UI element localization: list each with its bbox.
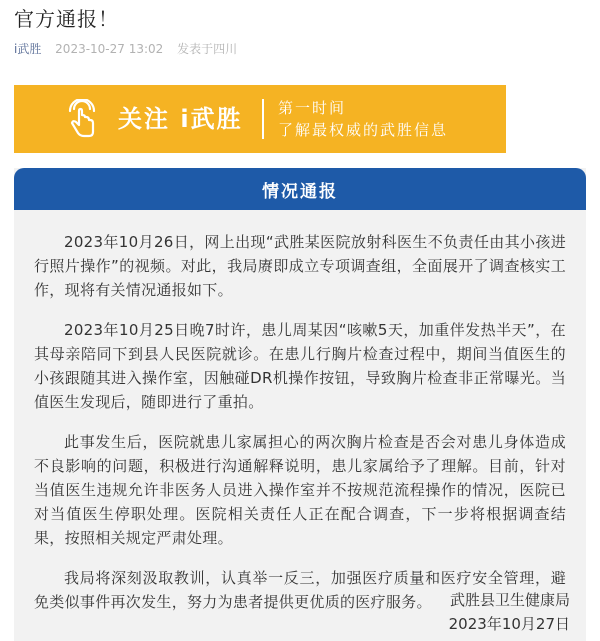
- hand-tap-icon: [62, 99, 102, 139]
- follow-text: 关注 i武胜: [118, 105, 243, 133]
- notice-paragraph: 此事发生后，医院就患儿家属担心的两次胸片检查是否会对患儿身体造成不良影响的问题，积极进行沟通解释说明，患儿家属给予了理解。目前，针对当值医生违规允许非医务人员进入操作室并不按规范流程操作的情况，医院已对当值医生停职处理。医院相关责任人正在配合调查，下一步将根据调查结果，按照相关规定严肃处理。: [34, 433, 566, 547]
- signature-block: [449, 588, 570, 636]
- page-title: 官方通报！: [14, 7, 119, 31]
- banner-divider: [262, 99, 264, 139]
- notice-header: [14, 168, 586, 210]
- notice-heading: 情况通报: [262, 181, 338, 202]
- notice-paragraph: 2023年10月26日，网上出现“武胜某医院放射科医生不负责任由其小孩进行照片操作”的视频。对此，我局赓即成立专项调查组，全面展开了调查核实工作，现将有关情况通报如下。: [34, 233, 566, 299]
- banner-tagline-1: 第一时间: [278, 99, 347, 117]
- notice-paragraph: 2023年10月25日晚7时许，患儿周某因“咳嗽5天，加重伴发热半天”，在其母亲陪同下到县人民医院就诊。在患儿行胸片检查过程中，期间当值医生的小孩跟随其进入操作室，因触碰DR机操作按钮，导致胸片检查非正常曝光。当值医生发现后，随即进行了重拍。: [34, 321, 566, 411]
- notice-body: [14, 210, 586, 614]
- author-link[interactable]: i武胜: [14, 42, 42, 56]
- follow-banner[interactable]: [14, 85, 506, 153]
- banner-tagline-2: 了解最权威的武胜信息: [278, 121, 449, 139]
- notice-card: [14, 168, 586, 641]
- signature-org: 武胜县卫生健康局: [449, 591, 570, 609]
- signature-date: 2023年10月27日: [448, 615, 570, 633]
- article-meta: [14, 40, 237, 58]
- notice-paragraph: 我局将深刻汲取教训，认真举一反三，加强医疗质量和医疗安全管理，避免类似事件再次发生，努力为患者提供更优质的医疗服务。: [34, 569, 566, 611]
- publish-date: 2023-10-27 13:02: [55, 42, 164, 56]
- publish-location: 发表于四川: [177, 42, 238, 56]
